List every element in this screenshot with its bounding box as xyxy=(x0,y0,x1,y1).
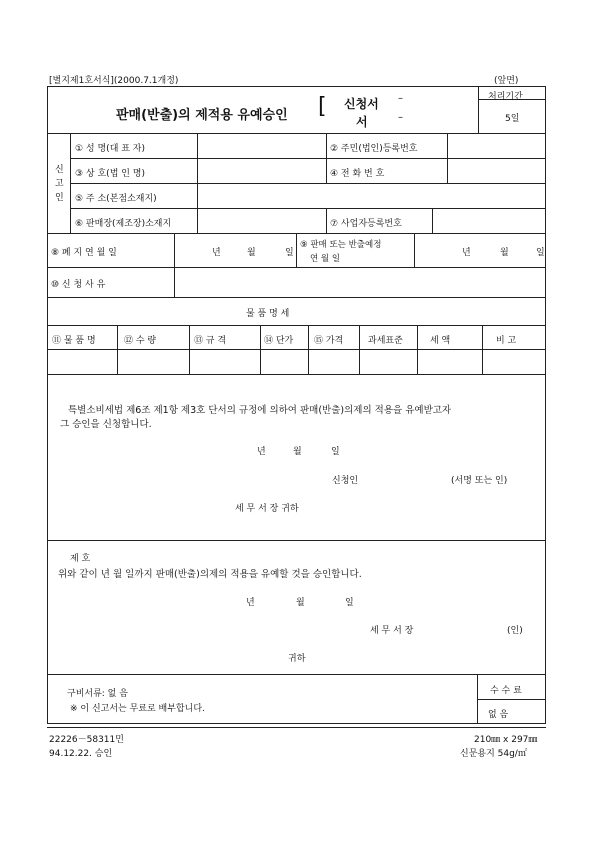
approval-day: 일 xyxy=(345,598,354,608)
name-label: ① 성 명(대 표 자) xyxy=(75,144,146,154)
planned-month: 월 xyxy=(500,248,509,258)
approval-date: 94.12.22. 승인 xyxy=(49,749,113,759)
title-dash-1: – xyxy=(398,93,403,104)
phone-label: ④ 전 화 번 호 xyxy=(330,169,385,179)
left-bracket: [ xyxy=(318,94,327,119)
processing-value: 5일 xyxy=(505,114,520,124)
declaration-year: 년 xyxy=(257,447,266,457)
address-label: ⑤ 주 소(본점소재지) xyxy=(75,194,157,204)
goods-col-price: ⑮ 가격 xyxy=(314,336,344,346)
title-dash-2: – xyxy=(398,112,403,123)
goods-col-tax: 세 액 xyxy=(430,336,451,346)
goods-col-quantity: ⑫ 수 량 xyxy=(124,336,157,346)
declaration-line-1: 특별소비세법 제6조 제1항 제3호 단서의 규정에 의하여 판매(반출)의제의 적용을 유예받고자 xyxy=(68,405,452,416)
closure-month: 월 xyxy=(247,248,256,258)
required-documents: 구비서류: 없 음 xyxy=(67,689,128,699)
approval-number: 제 호 xyxy=(70,554,91,564)
declaration-applicant: 신청인 xyxy=(332,476,359,486)
title-option-document: 서 xyxy=(356,115,368,129)
fee-value: 없 음 xyxy=(488,710,509,720)
approval-line: 위와 같이 년 월 일까지 판매(반출)의제의 적용을 유예할 것을 승인합니다. xyxy=(58,569,362,580)
planned-date-label: ⑨ 판매 또는 반출예정 xyxy=(300,240,382,250)
form-title: 판매(반출)의 제적용 유예승인 xyxy=(116,108,288,123)
planned-day: 일 xyxy=(536,248,545,258)
goods-col-spec: ⑬ 규 격 xyxy=(194,336,227,346)
business-number-label: ⑦ 사업자등록번호 xyxy=(330,219,402,229)
approval-seal: (인) xyxy=(507,626,523,636)
company-label: ③ 상 호(법 인 명) xyxy=(75,169,146,179)
planned-date-label-2: 연 월 일 xyxy=(310,254,341,264)
fee-label: 수 수 료 xyxy=(490,686,522,696)
paper-spec: 신문용지 54g/㎡ xyxy=(460,749,527,759)
closure-date-label: ⑧ 폐 지 연 월 일 xyxy=(51,248,117,258)
goods-title: 물 품 명 세 xyxy=(246,309,290,319)
closure-day: 일 xyxy=(285,248,294,258)
title-option-application: 신청서 xyxy=(344,97,379,111)
planned-year: 년 xyxy=(462,248,471,258)
form-code: 22226－58311민 xyxy=(49,735,124,745)
site-address-label: ⑥ 판매장(제조장)소재지 xyxy=(75,219,172,229)
declaration-day: 일 xyxy=(331,447,340,457)
goods-col-tax-base: 과세표준 xyxy=(368,336,403,346)
approval-year: 년 xyxy=(246,598,255,608)
form-number: [별지제1호서식](2000.7.1개정) xyxy=(49,76,179,86)
paper-size: 210㎜ x 297㎜ xyxy=(474,735,538,745)
processing-label: 처리기간 xyxy=(488,92,523,102)
page-side: (앞면) xyxy=(494,76,519,86)
goods-col-remarks: 비 고 xyxy=(496,336,517,346)
goods-col-unit-price: ⑭ 단가 xyxy=(264,336,294,346)
applicant-side-label: 신 고 인 xyxy=(55,165,64,203)
registration-number-label: ② 주민(법인)등록번호 xyxy=(330,144,418,154)
declaration-sign: (서명 또는 인) xyxy=(451,476,508,486)
goods-col-name: ⑪ 물 품 명 xyxy=(52,336,96,346)
declaration-month: 월 xyxy=(293,447,302,457)
closure-year: 년 xyxy=(212,248,221,258)
reason-label: ⑩ 신 청 사 유 xyxy=(51,280,106,290)
declaration-recipient: 세 무 서 장 귀하 xyxy=(235,504,299,514)
free-distribution-note: ※ 이 신고서는 무료로 배부합니다. xyxy=(70,704,205,714)
approval-chief: 세 무 서 장 xyxy=(370,626,414,636)
approval-month: 월 xyxy=(296,598,305,608)
approval-recipient: 귀하 xyxy=(288,654,306,664)
declaration-line-2: 그 승인을 신청합니다. xyxy=(60,419,152,430)
